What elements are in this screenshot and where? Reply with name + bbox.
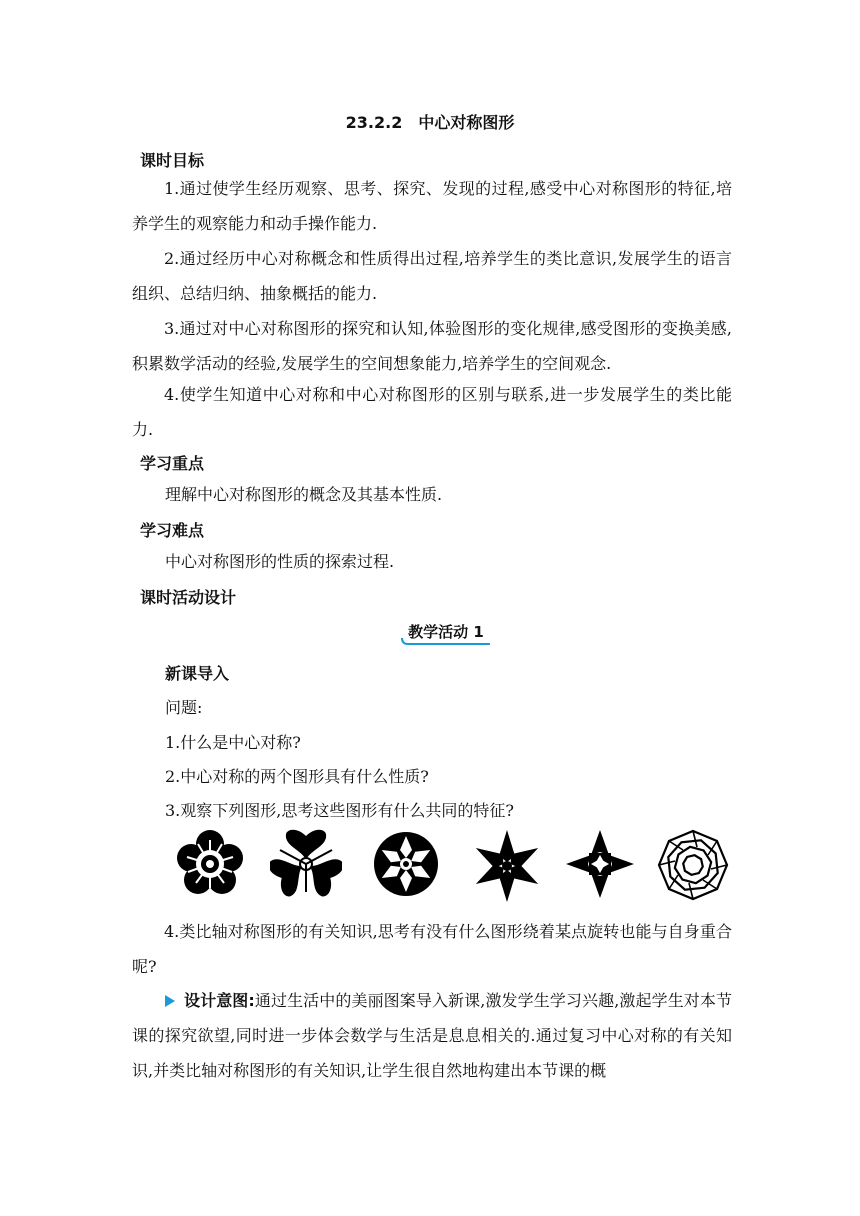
spiral-pattern-icon [656, 828, 730, 902]
goal-4: 4.使学生知道中心对称和中心对称图形的区别与联系,进一步发展学生的类比能力. [132, 385, 732, 439]
flower-pattern-icon [174, 828, 246, 900]
design-intent-text: 通过生活中的美丽图案导入新课,激发学生学习兴趣,激起学生对本节课的探究欲望,同时进一步体会数学与生活是息息相关的.通过复习中心对称的有关知识,并类比轴对称图形的有关知识,让学生很自然地构建出本节课的概 [132, 991, 732, 1080]
key-text: 理解中心对称图形的概念及其基本性质. [165, 485, 443, 504]
question-1: 1.什么是中心对称? [165, 733, 301, 752]
difficulty-heading: 学习难点 [140, 521, 205, 540]
goal-2: 2.通过经历中心对称概念和性质得出过程,培养学生的类比意识,发展学生的语言组织、总结归纳、抽象概括的能力. [132, 249, 732, 303]
question-4: 4.类比轴对称图形的有关知识,思考有没有什么图形绕着某点旋转也能与自身重合呢? [132, 922, 732, 976]
design-intent [132, 983, 732, 1088]
page-title: 23.2.2 中心对称图形 [345, 113, 515, 132]
goal-3: 3.通过对中心对称图形的探究和认知,体验图形的变化规律,感受图形的变换美感,积累数学活动的经验,发展学生的空间想象能力,培养学生的空间观念. [132, 319, 732, 373]
difficulty-text: 中心对称图形的性质的探索过程. [165, 552, 395, 571]
activity-badge [400, 620, 492, 646]
star-pattern-icon [466, 828, 548, 904]
question-3: 3.观察下列图形,思考这些图形有什么共同的特征? [165, 801, 514, 820]
activity-label: 教学活动 1 [408, 623, 484, 641]
intro-heading: 新课导入 [165, 664, 230, 683]
design-intent-label: 设计意图: [184, 991, 255, 1010]
design-heading: 课时活动设计 [140, 588, 237, 607]
symmetric-figures [170, 828, 730, 904]
goal-1: 1.通过使学生经历观察、思考、探究、发现的过程,感受中心对称图形的特征,培养学生的观察能力和动手操作能力. [132, 179, 732, 233]
compass-pattern-icon [564, 828, 636, 900]
question-label: 问题: [165, 698, 203, 717]
key-heading: 学习重点 [140, 454, 205, 473]
ornament-pattern-icon [370, 828, 442, 900]
heart-petal-pattern-icon [270, 828, 342, 900]
goals-heading: 课时目标 [140, 151, 205, 170]
question-2: 2.中心对称的两个图形具有什么性质? [165, 767, 429, 786]
